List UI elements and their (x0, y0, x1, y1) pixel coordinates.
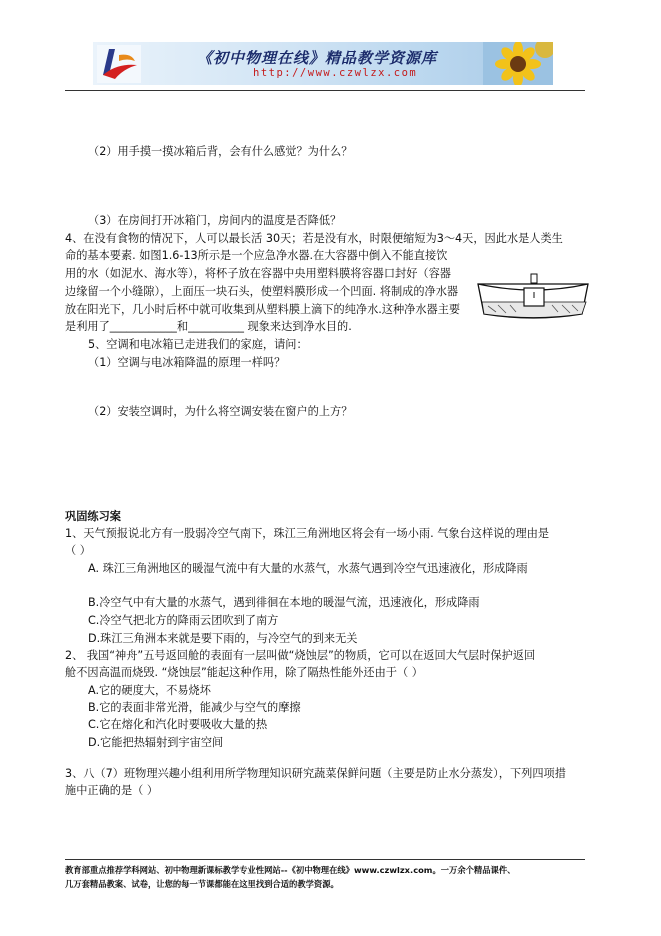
question-5-subitem: （2）安装空调时，为什么将空调安装在窗户的上方？ (88, 405, 353, 418)
option-d: D.珠江三角洲本来就是要下雨的，与冷空气的到来无关 (88, 632, 358, 645)
practice-2-stem: 2、 我国“神舟”五号返回舱的表面有一层叫做“烧蚀层”的物质，它可以在返回大气层时保护返回 (65, 649, 536, 662)
question-4-line: 边缘留一个小缝隙），上面压一块石头，使塑料膜形成一个凹面. 将制成的净水器 (65, 285, 459, 298)
water-purifier-diagram (474, 262, 594, 322)
question-4-line: 命的基本要素. 如图1.6-13所示是一个应急净水器.在大容器中倒入不能直接饮 (65, 249, 448, 262)
option-a: A.它的硬度大，不易烧坏 (88, 684, 211, 697)
header-banner (93, 42, 553, 85)
practice-3-stem: 3、八（7）班物理兴趣小组利用所学物理知识研究蔬菜保鲜问题（主要是防止水分蒸发），下列四项措 (65, 767, 566, 780)
sunflower-icon (483, 42, 553, 85)
option-b: B.冷空气中有大量的水蒸气，遇到徘徊在本地的暖湿气流，迅速液化，形成降雨 (88, 596, 480, 609)
option-d: D.它能把热辐射到宇宙空间 (88, 736, 224, 749)
footer-line: 几万套精品教案、试卷，让您的每一节课都能在这里找到合适的教学资源。 (65, 879, 339, 889)
practice-1-stem: （ ） (65, 544, 91, 557)
option-a: A. 珠江三角洲地区的暖湿气流中有大量的水蒸气，水蒸气遇到冷空气迅速液化，形成降雨 (88, 562, 528, 575)
question-5-intro: 5、空调和电冰箱已走进我们的家庭，请问： (88, 338, 308, 351)
footer-rule (65, 859, 585, 860)
practice-1-stem: 1、天气预报说北方有一股弱冷空气南下，珠江三角洲地区将会有一场小雨. 气象台这样说的理由是 (65, 527, 550, 540)
site-logo-icon (97, 45, 141, 83)
banner-url[interactable]: http://www.czwlzx.com (253, 67, 418, 79)
option-c: C.它在熔化和汽化时要吸收大量的热 (88, 718, 268, 731)
option-c: C.冷空气把北方的降雨云团吹到了南方 (88, 614, 279, 627)
practice-2-stem: 舱不因高温而烧毁. “烧蚀层”能起这种作用，除了隔热性能外还由于（ ） (65, 666, 423, 679)
question-4-line: 是利用了____________和__________ 现象来达到净水目的. (65, 320, 352, 333)
question-5-subitem: （1）空调与电冰箱降温的原理一样吗？ (88, 356, 286, 369)
banner-title: 《初中物理在线》精品教学资源库 (197, 49, 438, 67)
footer-line: 教育部重点推荐学科网站、初中物理新课标教学专业性网站--《初中物理在线》www.czwlzx.com。一万余个精品课件、 (65, 865, 516, 875)
header-rule (65, 90, 585, 91)
practice-3-stem: 施中正确的是（ ） (65, 784, 159, 797)
practice-section-title: 巩固练习案 (65, 510, 121, 523)
question-4-line: 4、在没有食物的情况下，人可以最长活 30天；若是没有水，时限便缩短为3～4天，因此水是人类生 (65, 232, 563, 245)
question-3-subitem: （3）在房间打开冰箱门，房间内的温度是否降低？ (88, 214, 342, 227)
question-4-line: 放在阳光下，几小时后杯中就可收集到从塑料膜上滴下的纯净水.这种净水器主要 (65, 303, 461, 316)
option-b: B.它的表面非常光滑，能减少与空气的摩擦 (88, 701, 301, 714)
question-2-subitem: （2）用手摸一摸冰箱后背，会有什么感觉？为什么？ (88, 145, 353, 158)
question-4-line: 用的水（如泥水、海水等），将杯子放在容器中央用塑料膜将容器口封好（容器 (65, 267, 451, 280)
